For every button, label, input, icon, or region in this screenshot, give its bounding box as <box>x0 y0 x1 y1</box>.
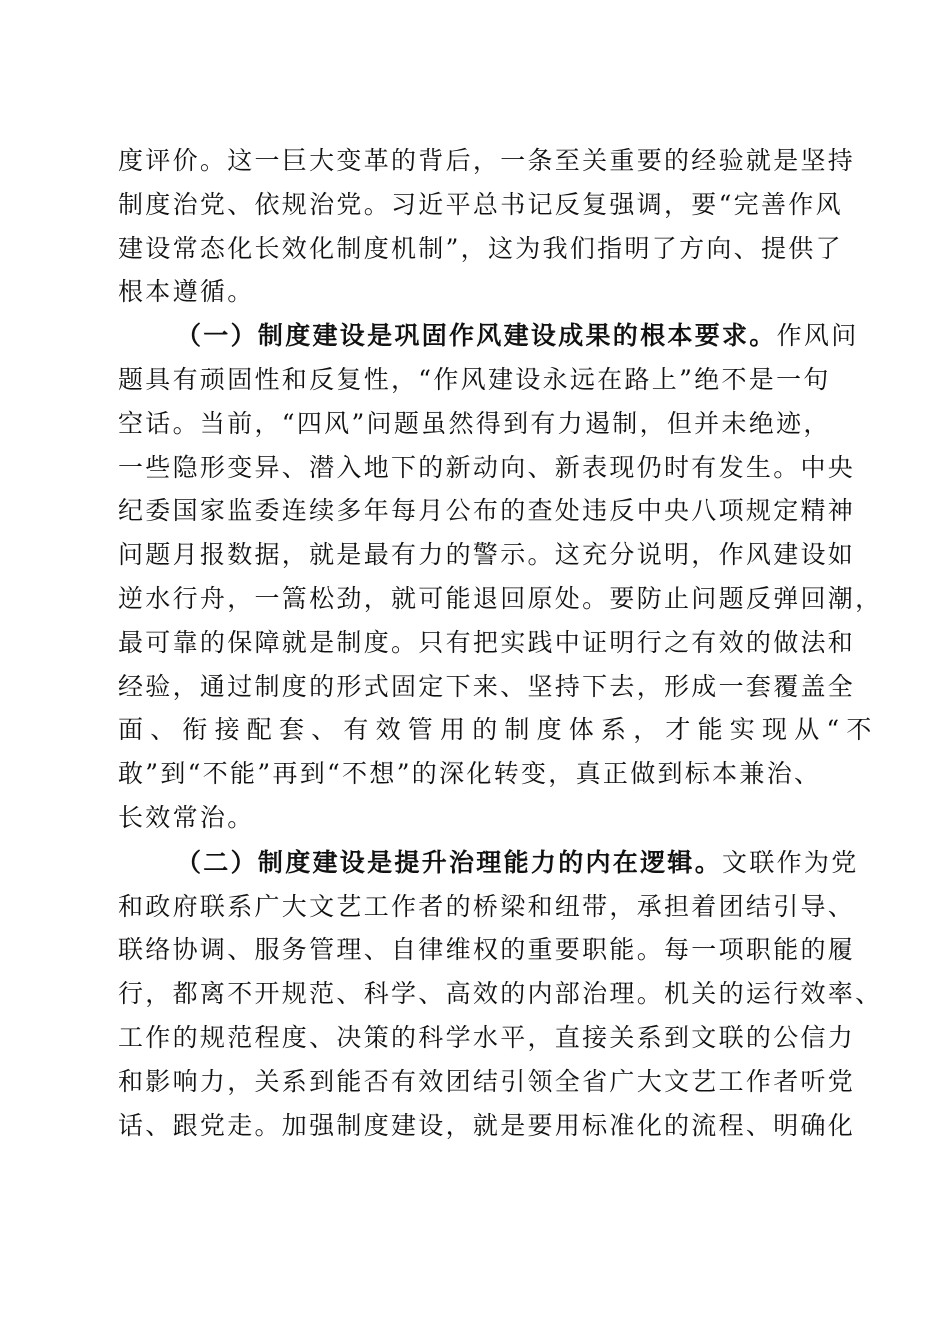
text-line: 逆水行舟，一篙松劲，就可能退回原处。要防止问题反弹回潮， <box>118 583 883 613</box>
text-line: 工作的规范程度、决策的科学水平，直接关系到文联的公信力 <box>118 1022 856 1052</box>
paragraph-1 <box>118 139 856 314</box>
section-heading-2: （二）制度建设是提升治理能力的内在逻辑。 <box>176 847 723 877</box>
text-line: 度评价。这一巨大变革的背后，一条至关重要的经验就是坚持 <box>118 146 856 175</box>
text-line: 建设常态化长效化制度机制”，这为我们指明了方向、提供了 <box>118 233 843 263</box>
text-line: 空话。当前，“四风”问题虽然得到有力遏制，但并未绝迹， <box>118 408 831 438</box>
text-line: 行，都离不开规范、科学、高效的内部治理。机关的运行效率、 <box>118 979 883 1009</box>
text-line: 纪委国家监委连续多年每月公布的查处违反中央八项规定精神 <box>118 496 856 526</box>
text-line: 制度治党、依规治党。习近平总书记反复强调，要“完善作风 <box>118 189 843 219</box>
text-line: 根本遵循。 <box>118 277 255 307</box>
text-line: 话、跟党走。加强制度建设，就是要用标准化的流程、明确化 <box>118 1110 856 1140</box>
paragraph-first-line <box>118 314 859 358</box>
body-text <box>118 139 883 1147</box>
text-fragment: 作风问 <box>776 321 859 351</box>
section-heading-1: （一）制度建设是巩固作风建设成果的根本要求。 <box>176 321 777 351</box>
text-line: 和影响力，关系到能否有效团结引领全省广大文艺工作者听党 <box>118 1066 856 1096</box>
paragraph-2 <box>118 314 883 840</box>
text-line: 最可靠的保障就是制度。只有把实践中证明行之有效的做法和 <box>118 627 856 657</box>
text-line: 一些隐形变异、潜入地下的新动向、新表现仍时有发生。中央 <box>118 452 856 482</box>
text-line: 长效常治。 <box>118 802 255 832</box>
text-line: 敢”到“不能”再到“不想”的深化转变，真正做到标本兼治、 <box>118 759 822 789</box>
text-line: 题具有顽固性和反复性，“作风建设永远在路上”绝不是一句 <box>118 364 831 394</box>
text-line: 面、衔接配套、有效管用的制度体系，才能实现从“不 <box>118 715 879 745</box>
text-line: 联络协调、服务管理、自律维权的重要职能。每一项职能的履 <box>118 935 856 965</box>
text-line: 和政府联系广大文艺工作者的桥梁和纽带，承担着团结引导、 <box>118 891 856 921</box>
text-line: 经验，通过制度的形式固定下来、坚持下去，形成一套覆盖全 <box>118 671 856 701</box>
paragraph-first-line <box>118 841 859 885</box>
text-fragment: 文联作为党 <box>722 847 859 877</box>
text-line: 问题月报数据，就是最有力的警示。这充分说明，作风建设如 <box>118 540 856 570</box>
paragraph-3 <box>118 841 883 1148</box>
